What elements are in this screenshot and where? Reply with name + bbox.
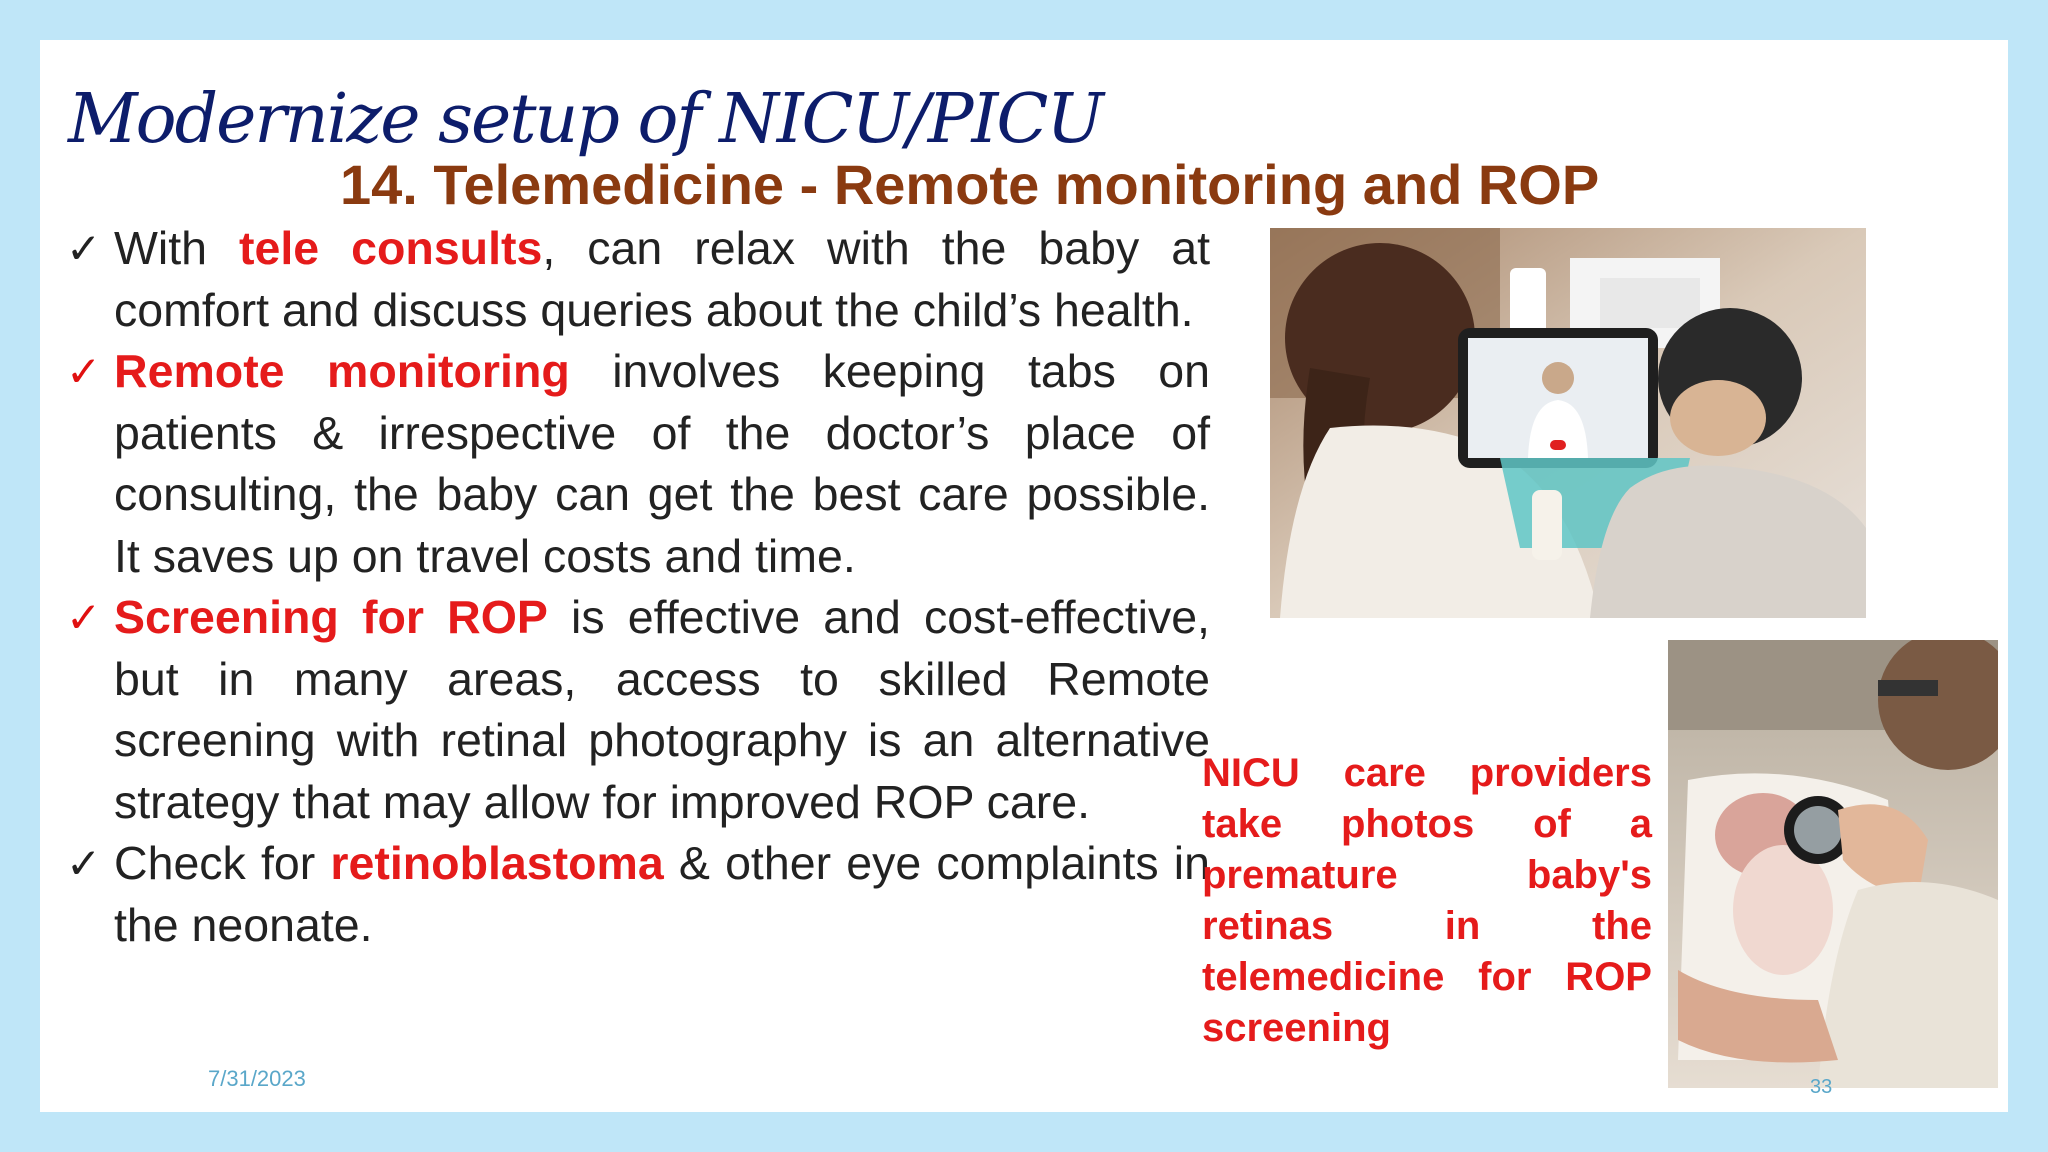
check-icon: ✓ [66, 347, 102, 396]
bullet-remote-monitoring [66, 341, 1210, 587]
bullet-highlight: Remote monitoring [114, 345, 570, 397]
bullet-screening-rop [66, 587, 1210, 833]
bullet-highlight: Screening for ROP [114, 591, 548, 643]
check-icon: ✓ [66, 224, 102, 273]
check-icon: ✓ [66, 839, 102, 888]
photo-caption: NICU care providers take photos of a premature baby's retinas in the telemedicine for ROP screening [1202, 751, 1652, 1050]
slide-date: 7/31/2023 [208, 1066, 306, 1091]
bullet-retinoblastoma [66, 833, 1210, 956]
bullet-text: is effective and cost-effective, but in many areas, access to skilled Remote screening with retinal photography is an alternative strategy that may allow for improved ROP care. [114, 591, 1210, 828]
check-icon: ✓ [66, 593, 102, 642]
slide-subtitle: 14. Telemedicine - Remote monitoring and ROP [340, 153, 1600, 216]
slide-title: Modernize setup of NICU/PICU [68, 80, 1102, 159]
bullet-text: involves keeping tabs on patients & irrespective of the doctor’s place of consulting, the baby can get the best care possible. It saves up on travel costs and time. [114, 345, 1210, 582]
bullet-list [66, 218, 1210, 956]
slide-page-number: 33 [1810, 1076, 1833, 1098]
rop-screening-illustration [1668, 640, 1998, 1088]
bullet-text: & other eye complaints in the neonate. [114, 837, 1210, 951]
telemedicine-illustration [1270, 228, 1866, 618]
bullet-pre: With [114, 222, 240, 274]
bullet-highlight: tele consults [239, 222, 543, 274]
photo-rop-screening [1668, 640, 1998, 1088]
bullet-highlight: retinoblastoma [330, 837, 664, 889]
bullet-text: , can relax with the baby at comfort and discuss queries about the child’s health. [114, 222, 1211, 336]
bullet-tele-consults [66, 218, 1210, 341]
slide [40, 40, 2008, 1112]
photo-telemedicine [1270, 228, 1866, 618]
bullet-pre: Check for [114, 837, 331, 889]
